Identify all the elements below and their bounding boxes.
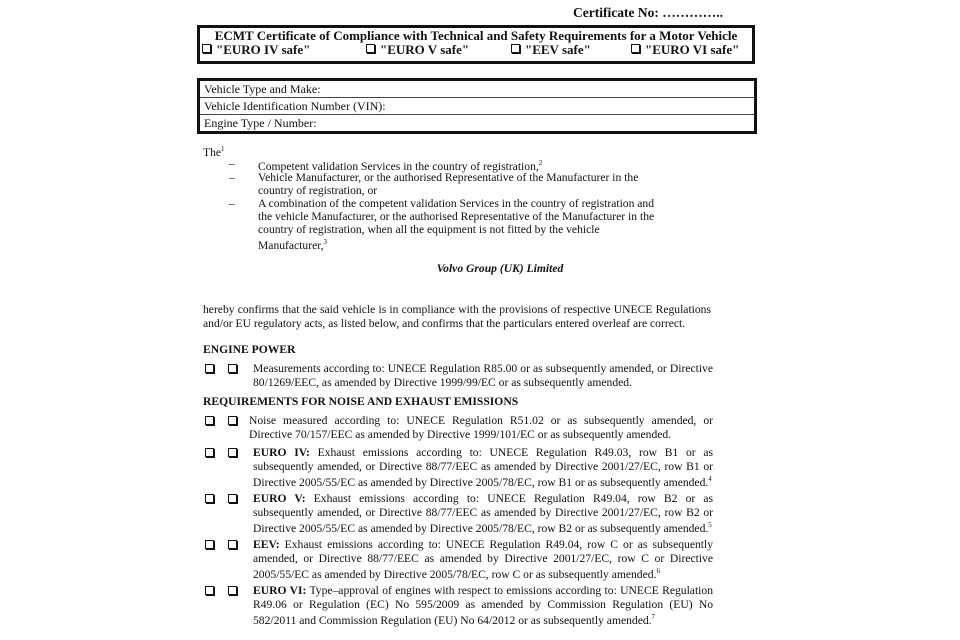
requirement-noise: Noise measured according to: UNECE Regulation R51.02 or as subsequently amended, or Directive 70/157/EEC as amended by Directive 1999/101/EC or as subsequently amended. (203, 414, 713, 441)
checkbox-icon[interactable] (631, 44, 640, 53)
checkbox-icon[interactable] (228, 416, 237, 425)
requirement-engine-power-measurements: Measurements according to: UNECE Regulation R85.00 or as subsequently amended, or Directive 80/1269/EEC, as amended by Directive 1999/99/EC or as subsequently amended. (203, 362, 713, 389)
issuer-name: Volvo Group (UK) Limited (436, 262, 564, 275)
option-euro-v-safe[interactable]: "EURO V safe" (366, 43, 469, 57)
certificate-title-box (197, 25, 755, 64)
checkbox-icon[interactable] (205, 586, 214, 595)
checkbox-icon[interactable] (511, 44, 520, 53)
checkbox-icon[interactable] (205, 448, 214, 457)
option-euro-vi-safe[interactable]: "EURO VI safe" (631, 43, 739, 57)
dash-bullet: – (229, 171, 235, 184)
vehicle-details-table (197, 78, 757, 134)
vin-field[interactable]: Vehicle Identification Number (VIN): (200, 98, 754, 115)
checkbox-icon[interactable] (205, 416, 214, 425)
issuer-option-manufacturer: Vehicle Manufacturer, or the authorised Representative of the Manufacturer in the country of registration, or (258, 171, 639, 197)
checkbox-icon[interactable] (228, 540, 237, 549)
checkbox-icon[interactable] (228, 586, 237, 595)
checkbox-icon[interactable] (202, 44, 211, 53)
checkbox-icon[interactable] (205, 494, 214, 503)
checkbox-icon[interactable] (228, 494, 237, 503)
vehicle-type-field[interactable]: Vehicle Type and Make: (200, 81, 754, 98)
checkbox-icon[interactable] (366, 44, 375, 53)
requirement-euro-v: EURO V: Exhaust emissions according to: UNECE Regulation R49.04, row B2 or as subsequently amended, or Directive 88/77/EEC as amended by Directive 2001/27/EC, row B2 or Directive 2005/55/EC as amended by Directive 2005/78/EC, row B2 or as subsequently amended.$^5$ (203, 492, 713, 536)
option-eev-safe[interactable]: "EEV safe" (511, 43, 591, 57)
checkbox-icon[interactable] (228, 448, 237, 457)
section-heading-engine-power: ENGINE POWER (203, 343, 296, 356)
engine-type-field[interactable]: Engine Type / Number: (204, 116, 317, 130)
certificate-number: Certificate No: ………….. (573, 5, 723, 20)
option-euro-iv-safe[interactable]: "EURO IV safe" (202, 43, 310, 57)
issuer-option-validation-services: Competent validation Services in the country of registration,$^2$ (258, 159, 543, 173)
dash-bullet: – (229, 157, 235, 170)
checkbox-icon[interactable] (228, 364, 237, 373)
checkbox-icon[interactable] (205, 540, 214, 549)
requirement-euro-vi: EURO VI: Type–approval of engines with respect to emissions according to: UNECE Regulation R49.06 or Regulation (EC) No 595/2009 as amended by Commission Regulation (EU) No 582/2011 and Commission Regulation (EU) No 64/2012 or as subsequently amended.$^7$ (203, 584, 713, 628)
section-heading-noise-emissions: REQUIREMENTS FOR NOISE AND EXHAUST EMISSIONS (203, 395, 519, 408)
confirmation-paragraph: hereby confirms that the said vehicle is in compliance with the provisions of respective UNECE Regulations and/or EU regulatory acts, as listed below, and confirms that the particulars entered overleaf are correct. (203, 303, 711, 330)
requirement-euro-iv: EURO IV: Exhaust emissions according to: UNECE Regulation R49.03, row B1 or as subsequently amended, or Directive 88/77/EEC as amended by Directive 2001/27/EC, row B1 or Directive 2005/55/EC as amended by Directive 2005/78/EC, row B1 or as subsequently amended.$^4$ (203, 446, 713, 490)
requirement-eev: EEV: Exhaust emissions according to: UNECE Regulation R49.04, row C or as subsequently amended, or Directive 88/77/EEC as amended by Directive 2001/27/EC, row C or Directive 2005/55/EC as amended by Directive 2005/78/EC, row C or as subsequently amended.$^6$ (203, 538, 713, 582)
issuer-option-combination: A combination of the competent validation Services in the country of registration and the vehicle Manufacturer, or the authorised Representative of the Manufacturer in the country of registration, when all the equipment is not fitted by the vehicle Manufacturer,$^3$ (258, 197, 655, 252)
certificate-options (200, 43, 752, 57)
dash-bullet: – (229, 197, 235, 210)
checkbox-icon[interactable] (205, 364, 214, 373)
issuer-intro: The$^1$ (203, 145, 225, 159)
certificate-title: ECMT Certificate of Compliance with Technical and Safety Requirements for a Motor Vehicle (214, 28, 738, 43)
